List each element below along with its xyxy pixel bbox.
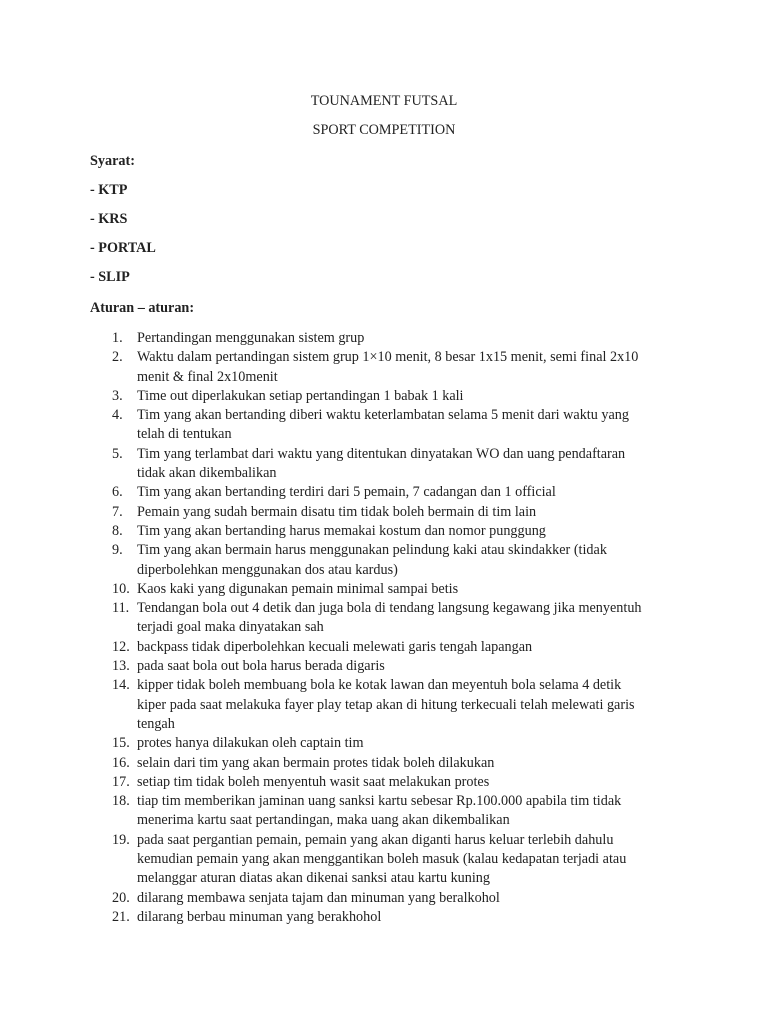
rule-text — [137, 445, 768, 484]
rule-item — [0, 406, 768, 445]
rules-list — [0, 329, 768, 927]
rule-text-line: pada saat pergantian pemain, pemain yang akan diganti harus keluar terlebih dahulu — [137, 831, 614, 848]
rule-text-line: Pertandingan menggunakan sistem grup — [137, 330, 365, 346]
rule-item — [0, 387, 768, 406]
rule-text — [137, 831, 768, 889]
rule-text-line: menerima kartu saat pertandingan, maka uang akan dikembalikan — [137, 812, 510, 829]
rule-text — [137, 599, 768, 638]
rule-item — [0, 522, 768, 541]
rule-number: 15. — [112, 735, 130, 752]
rule-item — [0, 348, 768, 387]
rule-text-line: Tendangan bola out 4 detik dan juga bola di tendang langsung kegawang jika menyentuh — [137, 600, 642, 617]
rule-text-line: Pemain yang sudah bermain disatu tim tidak boleh bermain di tim lain — [137, 503, 537, 520]
rule-text-line: kipper tidak boleh membuang bola ke kotak lawan dan meyentuh bola selama 4 detik — [137, 677, 622, 694]
rule-number: 7. — [112, 503, 123, 520]
rule-text-line: tidak akan dikembalikan — [137, 465, 277, 482]
rule-item — [0, 792, 768, 831]
rule-text-line: diperbolehkan menggunakan dos atau kardus) — [137, 561, 398, 578]
rule-item — [0, 599, 768, 638]
rule-text-line: Tim yang akan bertanding terdiri dari 5 pemain, 7 cadangan dan 1 official — [137, 484, 556, 501]
rule-text-line: setiap tim tidak boleh menyentuh wasit saat melakukan protes — [137, 773, 490, 790]
rule-number: 13. — [112, 658, 130, 675]
rule-item — [0, 889, 768, 908]
rule-text — [137, 406, 768, 445]
rule-text-line: kiper pada saat melakuka fayer play tetap akan di hitung terkecuali telah melewati garis — [137, 696, 635, 713]
rule-number: 20. — [112, 889, 130, 906]
rule-text-line: melanggar aturan diatas akan dikenai sanksi atau kartu kuning — [137, 870, 490, 887]
rule-number: 12. — [112, 638, 130, 655]
rule-number: 3. — [112, 387, 123, 404]
rule-item — [0, 831, 768, 889]
rule-text — [137, 889, 768, 908]
rule-item — [0, 676, 768, 734]
rule-text-line: tengah — [137, 715, 175, 732]
rule-number: 4. — [112, 407, 123, 424]
rule-text-line: Tim yang terlambat dari waktu yang ditentukan dinyatakan WO dan uang pendaftaran — [137, 445, 626, 462]
rule-text-line: telah di tentukan — [137, 426, 232, 443]
document-title: TOUNAMENT FUTSAL — [310, 93, 458, 109]
rule-text — [137, 329, 768, 348]
rule-text-line: Time out diperlakukan setiap pertandingan 1 babak 1 kali — [137, 387, 464, 404]
rule-text-line: terjadi goal maka dinyatakan sah — [137, 619, 324, 636]
rule-text — [137, 541, 768, 580]
requirements-heading: Syarat: — [90, 153, 135, 169]
rules-heading: Aturan – aturan: — [90, 300, 195, 316]
rule-number: 8. — [112, 522, 123, 539]
rule-text-line: pada saat bola out bola harus berada digaris — [137, 658, 385, 675]
requirement-item: - SLIP — [90, 269, 130, 285]
rule-text — [137, 483, 768, 502]
rule-item — [0, 445, 768, 484]
rule-number: 17. — [112, 773, 130, 790]
rule-number: 9. — [112, 542, 123, 559]
rule-number: 2. — [112, 349, 123, 366]
rule-item — [0, 638, 768, 657]
rule-number: 21. — [112, 908, 130, 925]
rule-item — [0, 541, 768, 580]
rule-text-line: Tim yang akan bertanding harus memakai kostum dan nomor punggung — [137, 522, 546, 539]
rule-item — [0, 657, 768, 676]
rule-text — [137, 676, 768, 734]
rule-text-line: tiap tim memberikan jaminan uang sanksi kartu sebesar Rp.100.000 apabila tim tidak — [137, 793, 622, 810]
requirement-item: - PORTAL — [90, 240, 156, 256]
rule-text — [137, 348, 768, 387]
rule-text-line: Tim yang akan bertanding diberi waktu keterlambatan selama 5 menit dari waktu yang — [137, 407, 629, 424]
rule-number: 14. — [112, 677, 130, 694]
rule-text-line: menit & final 2x10menit — [137, 368, 278, 385]
rule-number: 10. — [112, 580, 130, 597]
rule-text-line: Tim yang akan bermain harus menggunakan pelindung kaki atau skindakker (tidak — [137, 542, 607, 559]
rule-text-line: Kaos kaki yang digunakan pemain minimal sampai betis — [137, 580, 459, 597]
rule-text — [137, 638, 768, 657]
rule-text — [137, 522, 768, 541]
rule-text — [137, 387, 768, 406]
rule-item — [0, 503, 768, 522]
rule-number: 19. — [112, 831, 130, 848]
rule-item — [0, 754, 768, 773]
rule-number: 6. — [112, 484, 123, 501]
rule-text-line: kemudian pemain yang akan menggantikan boleh masuk (kalau kedapatan terjadi atau — [137, 851, 627, 868]
rule-text — [137, 773, 768, 792]
rule-text — [137, 908, 768, 927]
rule-text-line: selain dari tim yang akan bermain protes tidak boleh dilakukan — [137, 754, 495, 771]
rule-item — [0, 908, 768, 927]
rule-item — [0, 329, 768, 348]
rule-number: 16. — [112, 754, 130, 771]
rule-text-line: dilarang membawa senjata tajam dan minuman yang beralkohol — [137, 889, 500, 906]
rule-number: 11. — [112, 600, 130, 617]
rule-text — [137, 580, 768, 599]
rule-item — [0, 483, 768, 502]
rule-item — [0, 773, 768, 792]
rule-text — [137, 657, 768, 676]
rule-number: 18. — [112, 793, 130, 810]
rule-number: 1. — [112, 330, 123, 346]
rule-item — [0, 734, 768, 753]
rule-text-line: dilarang berbau minuman yang berakhohol — [137, 908, 382, 925]
rule-text — [137, 792, 768, 831]
rule-text-line: Waktu dalam pertandingan sistem grup 1×10 menit, 8 besar 1x15 menit, semi final 2x10 — [137, 349, 639, 366]
rule-text — [137, 754, 768, 773]
rule-text — [137, 503, 768, 522]
rule-item — [0, 580, 768, 599]
rule-text-line: backpass tidak diperbolehkan kecuali melewati garis tengah lapangan — [137, 638, 533, 655]
requirement-item: - KTP — [90, 182, 128, 198]
document-subtitle: SPORT COMPETITION — [312, 122, 456, 138]
requirement-item: - KRS — [90, 211, 128, 227]
rule-number: 5. — [112, 445, 123, 462]
rule-text-line: protes hanya dilakukan oleh captain tim — [137, 735, 364, 752]
rule-text — [137, 734, 768, 753]
